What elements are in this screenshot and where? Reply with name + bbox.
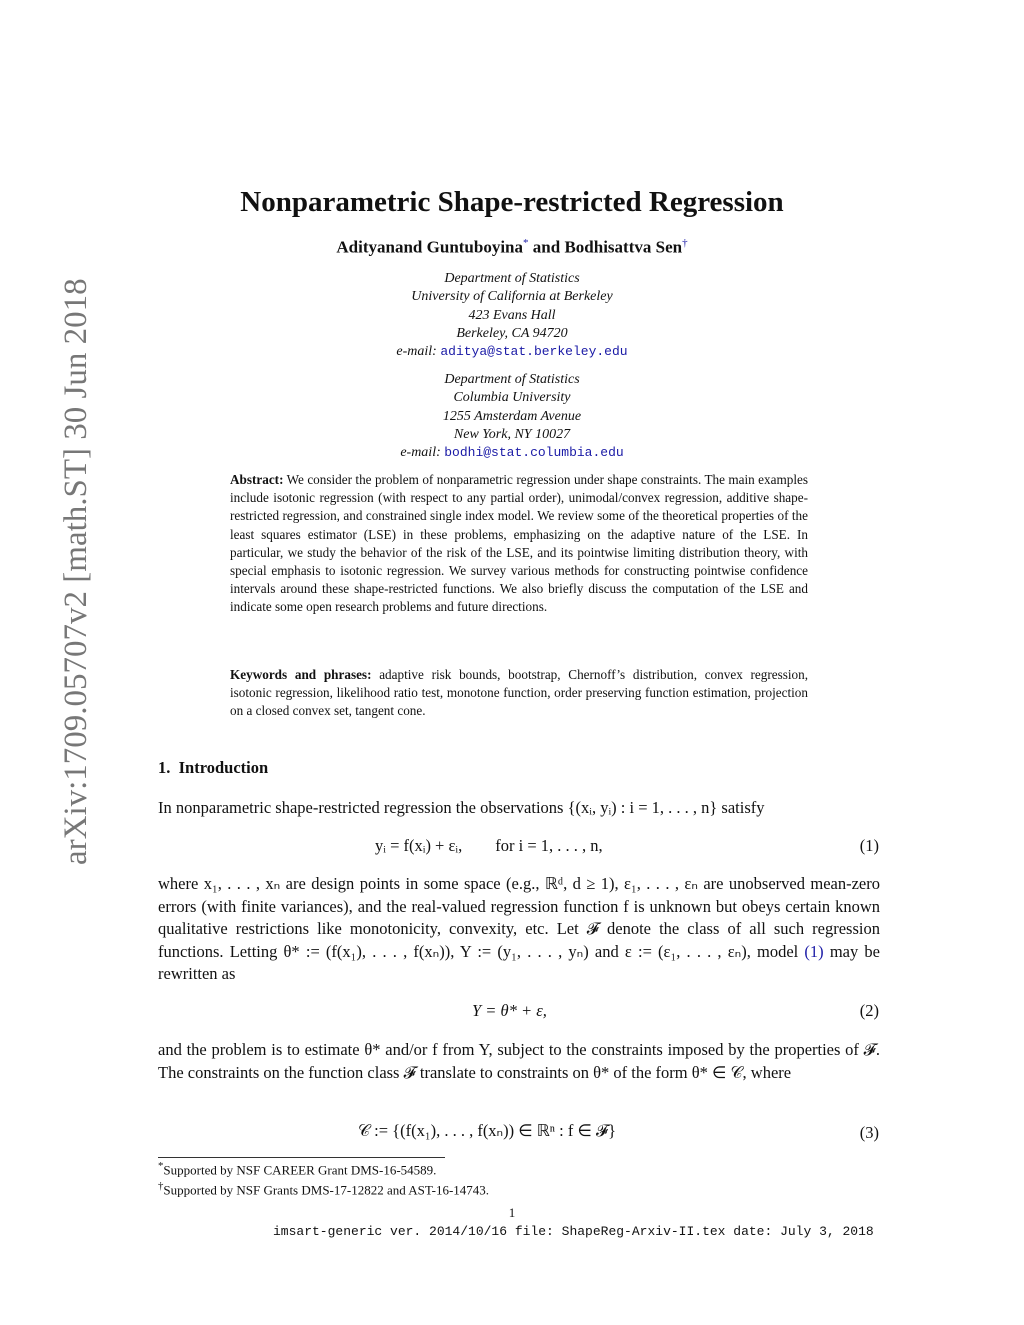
affiliation-1-line: 423 Evans Hall xyxy=(468,307,556,323)
page-number: 1 xyxy=(508,1205,516,1220)
affiliation-1-email-row xyxy=(0,343,1024,361)
footnote-1-text: Supported by NSF CAREER Grant DMS-16-54589. xyxy=(163,1162,437,1178)
author-conjunction: and xyxy=(528,237,565,257)
intro-paragraph-2 xyxy=(158,873,880,986)
affiliation-2-line: New York, NY 10027 xyxy=(453,426,571,442)
paper-title: Nonparametric Shape-restricted Regression xyxy=(240,186,784,218)
arxiv-sidebar-stamp: arXiv:1709.05707v2 [math.ST] 30 Jun 2018 xyxy=(58,278,94,865)
email-label: e-mail: xyxy=(396,344,441,360)
affiliation-1-line: Department of Statistics xyxy=(444,271,580,286)
keywords-block xyxy=(230,666,808,721)
footnote-2-text: Supported by NSF Grants DMS-17-12822 and AST-16-14743. xyxy=(163,1182,490,1198)
author-1-name: Adityanand Guntuboyina xyxy=(336,237,524,257)
intro-paragraph-3: and the problem is to estimate θ* and/or f from Y, subject to the constraints imposed by the properties of 𝓕. The constraints on the function class 𝓕 translate to constraints on θ* of the form θ* ∈ 𝒞, where xyxy=(158,1040,880,1082)
equation-3-number: (3) xyxy=(859,1123,879,1142)
affiliation-2 xyxy=(0,371,1024,462)
affiliation-1-line: University of California at Berkeley xyxy=(411,289,613,305)
equation-3: 𝒞 := {(f(x₁), . . . , f(xₙ)) ∈ ℝⁿ : f ∈ 𝓕} xyxy=(358,1121,617,1140)
affiliation-1 xyxy=(0,270,1024,361)
abstract-label: Abstract: xyxy=(230,472,284,487)
equation-1-number: (1) xyxy=(859,836,879,855)
intro-paragraph-2-text: where x₁, . . . , xₙ are design points in some space (e.g., ℝᵈ, d ≥ 1), ε₁, . . . , εₙ are unobserved mean-zero errors (with finite variances), and the real-valued regression function f is unknown but obeys certain known qualitative restrictions like monotonicity, convexity, etc. Let 𝓕 denote the class of all such regression functions. Letting θ* := (f(x₁), . . . , f(xₙ)), Y := (y₁, . . . , yₙ) and ε := (ε₁, . . . , εₙ), model xyxy=(158,874,880,961)
author-2-name: Bodhisattva Sen xyxy=(564,237,683,257)
author-line xyxy=(0,237,1024,258)
equation-2-number: (2) xyxy=(859,1001,879,1020)
equation-2: Y = θ* + ε, xyxy=(472,1001,547,1020)
affiliation-2-line: 1255 Amsterdam Avenue xyxy=(442,408,582,424)
affiliation-2-line: Columbia University xyxy=(453,390,571,406)
keywords-label: Keywords and phrases: xyxy=(230,667,372,682)
abstract-text: We consider the problem of nonparametric regression under shape constraints. The main examples include isotonic regression (with respect to any partial order), unimodal/convex regression, additive shape-restricted regression, and constrained single index model. We review some of the theoretical properties of the least squares estimator (LSE) in these problems, emphasizing on the adaptive nature of the LSE. In particular, we study the behavior of the risk of the LSE, and its pointwise limiting distribution theory, with special emphasis to isotonic regression. We survey various methods for constructing pointwise confidence intervals around these shape-restricted functions. We also briefly discuss the computation of the LSE and indicate some open research problems and future directions. xyxy=(230,472,808,615)
affiliation-2-email-row xyxy=(0,444,1024,462)
footnote-2-mark: † xyxy=(158,1180,164,1192)
email-label: e-mail: xyxy=(400,445,445,461)
equation-1-reference[interactable]: (1) xyxy=(804,941,824,961)
section-title: Introduction xyxy=(178,758,269,777)
intro-paragraph-1: In nonparametric shape-restricted regression the observations {(xᵢ, yᵢ) : i = 1, . . . , n} satisfy xyxy=(158,798,765,817)
abstract-block xyxy=(230,471,808,617)
email-link-2[interactable]: bodhi@stat.columbia.edu xyxy=(444,445,624,461)
keywords-text: adaptive risk bounds, bootstrap, Chernoff’s distribution, convex regression, isotonic regression, likelihood ratio test, monotone function, order preserving function estimation, projection on a closed convex set, tangent cone. xyxy=(230,667,808,719)
footnote-rule xyxy=(158,1157,445,1158)
author-1-footnote-mark[interactable]: * xyxy=(523,237,529,249)
footnote-2 xyxy=(158,1180,489,1198)
affiliation-1-line: Berkeley, CA 94720 xyxy=(456,325,568,341)
document-footer: imsart-generic ver. 2014/10/16 file: ShapeReg-Arxiv-II.tex date: July 3, 2018 xyxy=(273,1224,874,1239)
footnote-1-mark: * xyxy=(158,1160,164,1172)
section-heading-introduction xyxy=(158,758,268,778)
author-2-footnote-mark[interactable]: † xyxy=(682,237,688,249)
email-link-1[interactable]: aditya@stat.berkeley.edu xyxy=(440,344,628,360)
footnote-1 xyxy=(158,1160,436,1178)
affiliation-2-line: Department of Statistics xyxy=(444,372,580,387)
equation-1-body: yᵢ = f(xᵢ) + εᵢ, for i = 1, . . . , n, xyxy=(375,836,603,855)
section-number: 1. xyxy=(158,758,171,777)
intro-paragraph-2-tail: may be rewritten as xyxy=(158,941,880,984)
equation-1 xyxy=(375,836,603,856)
